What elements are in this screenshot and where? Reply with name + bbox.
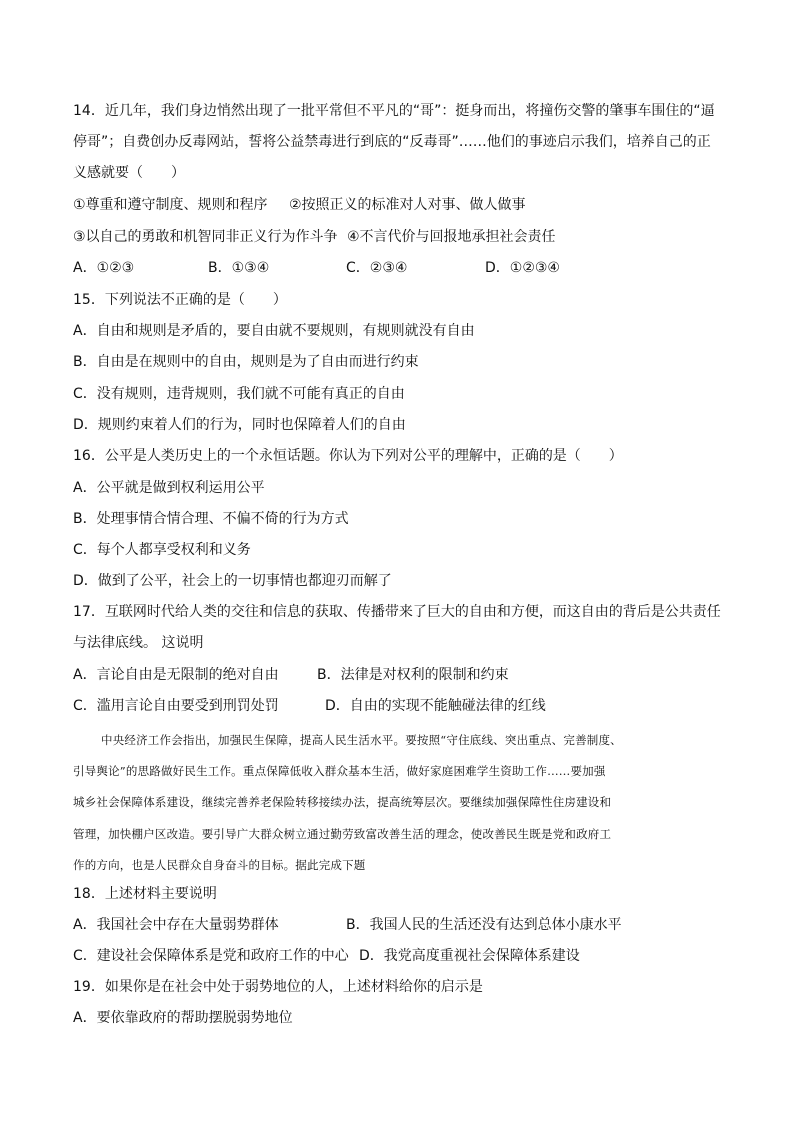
- q15-option-a: A．自由和规则是矛盾的，要自由就不要规则，有规则就没有自由: [73, 323, 475, 339]
- q14-stem-line-1: 14．近几年，我们身边悄然出现了一批平常但不平凡的“哥”：挺身而出，将撞伤交警的肇事车围住的“逼: [73, 103, 715, 119]
- q14-option-b: B．①③④: [208, 260, 270, 276]
- q14-option-d: D．①②③④: [485, 260, 560, 276]
- material-line-5: 作的方向，也是人民群众自身奋斗的目标。据此完成下题: [73, 858, 366, 872]
- q14-stem-line-2: 停哥”；自费创办反毒网站，誓将公益禁毒进行到底的“反毒哥”……他们的事迹启示我们，培养自己的正: [73, 134, 711, 150]
- q15-option-b: B．自由是在规则中的自由，规则是为了自由而进行约束: [73, 354, 419, 370]
- q14-item-4: ④不言代价与回报地承担社会责任: [347, 229, 556, 245]
- q14-stem-line-3: 义感就要（ ）: [73, 165, 185, 181]
- q16-stem: 16．公平是人类历史上的一个永恒话题。你认为下列对公平的理解中，正确的是（ ）: [73, 448, 623, 464]
- q15-stem: 15．下列说法不正确的是（ ）: [73, 292, 287, 308]
- material-line-1: 中央经济工作会指出，加强民生保障，提高人民生活水平。要按照“守住底线、突出重点、完善制度、: [101, 733, 622, 747]
- q19-option-a: A．要依靠政府的帮助摆脱弱势地位: [73, 1010, 293, 1026]
- q16-option-a: A．公平就是做到权利运用公平: [73, 480, 265, 496]
- q14-item-1: ①尊重和遵守制度、规则和程序: [73, 197, 268, 213]
- q18-option-b: B．我国人民的生活还没有达到总体小康水平: [346, 917, 622, 933]
- q18-stem: 18．上述材料主要说明: [73, 886, 217, 902]
- q15-option-d: D．规则约束着人们的行为，同时也保障着人们的自由: [73, 417, 406, 433]
- q17-option-d: D．自由的实现不能触碰法律的红线: [325, 698, 546, 714]
- q17-option-a: A．言论自由是无限制的绝对自由: [73, 667, 279, 683]
- q16-option-c: C．每个人都享受权利和义务: [73, 542, 251, 558]
- material-line-2: 引导舆论”的思路做好民生工作。重点保障低收入群众基本生活，做好家庭困难学生资助工作……要加强: [73, 764, 606, 778]
- q19-stem: 19．如果你是在社会中处于弱势地位的人，上述材料给你的启示是: [73, 979, 483, 995]
- q14-option-c: C．②③④: [346, 260, 408, 276]
- q18-option-a: A．我国社会中存在大量弱势群体: [73, 917, 279, 933]
- q17-stem-line-2: 与法律底线。 这说明: [73, 635, 204, 651]
- material-line-3: 城乡社会保障体系建设，继续完善养老保险转移接续办法，提高统筹层次。要继续加强保障性住房建设和: [73, 795, 612, 809]
- q18-option-c: C．建设社会保障体系是党和政府工作的中心: [73, 948, 349, 964]
- q17-option-c: C．滥用言论自由要受到刑罚处罚: [73, 698, 279, 714]
- q14-option-a: A．①②③: [73, 260, 135, 276]
- q14-item-3: ③以自己的勇敢和机智同非正义行为作斗争: [73, 229, 338, 245]
- q18-option-d: D．我党高度重视社会保障体系建设: [359, 948, 580, 964]
- q15-option-c: C．没有规则，违背规则，我们就不可能有真正的自由: [73, 386, 405, 402]
- q16-option-b: B．处理事情合情合理、不偏不倚的行为方式: [73, 511, 349, 527]
- q17-option-b: B．法律是对权利的限制和约束: [317, 667, 509, 683]
- q17-stem-line-1: 17．互联网时代给人类的交往和信息的获取、传播带来了巨大的自由和方便，而这自由的背后是公共责任: [73, 604, 721, 620]
- q14-item-2: ②按照正义的标准对人对事、做人做事: [289, 197, 526, 213]
- q16-option-d: D．做到了公平，社会上的一切事情也都迎刃而解了: [73, 573, 392, 589]
- material-line-4: 管理，加快棚户区改造。要引导广大群众树立通过勤劳致富改善生活的理念，使改善民生既是党和政府工: [73, 827, 612, 841]
